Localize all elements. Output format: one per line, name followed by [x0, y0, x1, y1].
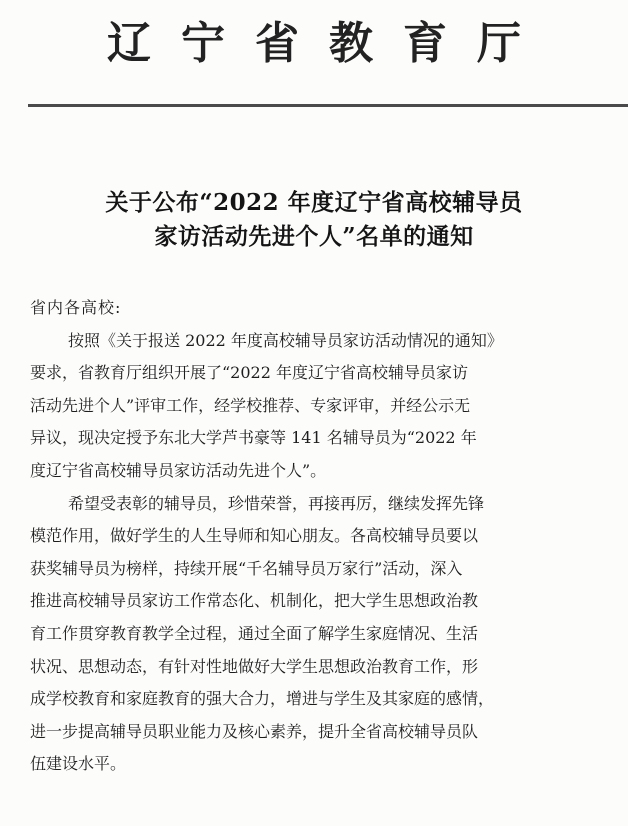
issuing-authority-header: 辽宁省教育厅	[107, 18, 551, 69]
notice-title	[20, 186, 608, 254]
paragraph-2-line: 模范作用，做好学生的人生导师和知心朋友。各高校辅导员要以	[30, 526, 479, 546]
paragraph-1-line: 活动先进个人”评审工作，经学校推荐、专家评审，并经公示无	[30, 395, 471, 415]
notice-title-line-1: 关于公布“2022 年度辽宁省高校辅导员	[105, 189, 523, 216]
paragraph-1-line: 度辽宁省高校辅导员家访活动先进个人”。	[30, 460, 327, 480]
paragraph-2-line: 状况、思想动态，有针对性地做好大学生思想政治教育工作，形	[30, 656, 479, 676]
paragraph-2-line: 育工作贯穿教育教学全过程，通过全面了解学生家庭情况、生活	[30, 623, 479, 643]
paragraph-1-line: 要求，省教育厅组织开展了“2022 年度辽宁省高校辅导员家访	[30, 363, 468, 383]
paragraph-2-line: 推进高校辅导员家访工作常态化、机制化，把大学生思想政治教	[30, 591, 479, 611]
paragraph-2-line: 成学校教育和家庭教育的强大合力，增进与学生及其家庭的感情，	[30, 689, 495, 709]
paragraph-2-line: 伍建设水平。	[30, 754, 127, 774]
paragraph-1-line: 异议，现决定授予东北大学芦书豪等 141 名辅导员为“2022 年	[30, 428, 477, 448]
paragraph-2-line: 进一步提高辅导员职业能力及核心素养，提升全省高校辅导员队	[30, 721, 479, 741]
paragraph-2	[30, 488, 606, 781]
paragraph-2-line: 获奖辅导员为榜样，持续开展“千名辅导员万家行”活动，深入	[30, 558, 463, 578]
paragraph-1-line: 按照《关于报送 2022 年度高校辅导员家访活动情况的通知》	[68, 330, 503, 350]
addressee: 省内各高校:	[30, 298, 122, 317]
notice-title-line-2: 家访活动先进个人”名单的通知	[154, 223, 474, 250]
notice-body	[30, 292, 606, 781]
paragraph-2-line: 希望受表彰的辅导员，珍惜荣誉，再接再厉，继续发挥先锋	[68, 493, 485, 513]
header-divider-line	[28, 104, 628, 107]
paragraph-1	[30, 325, 606, 488]
